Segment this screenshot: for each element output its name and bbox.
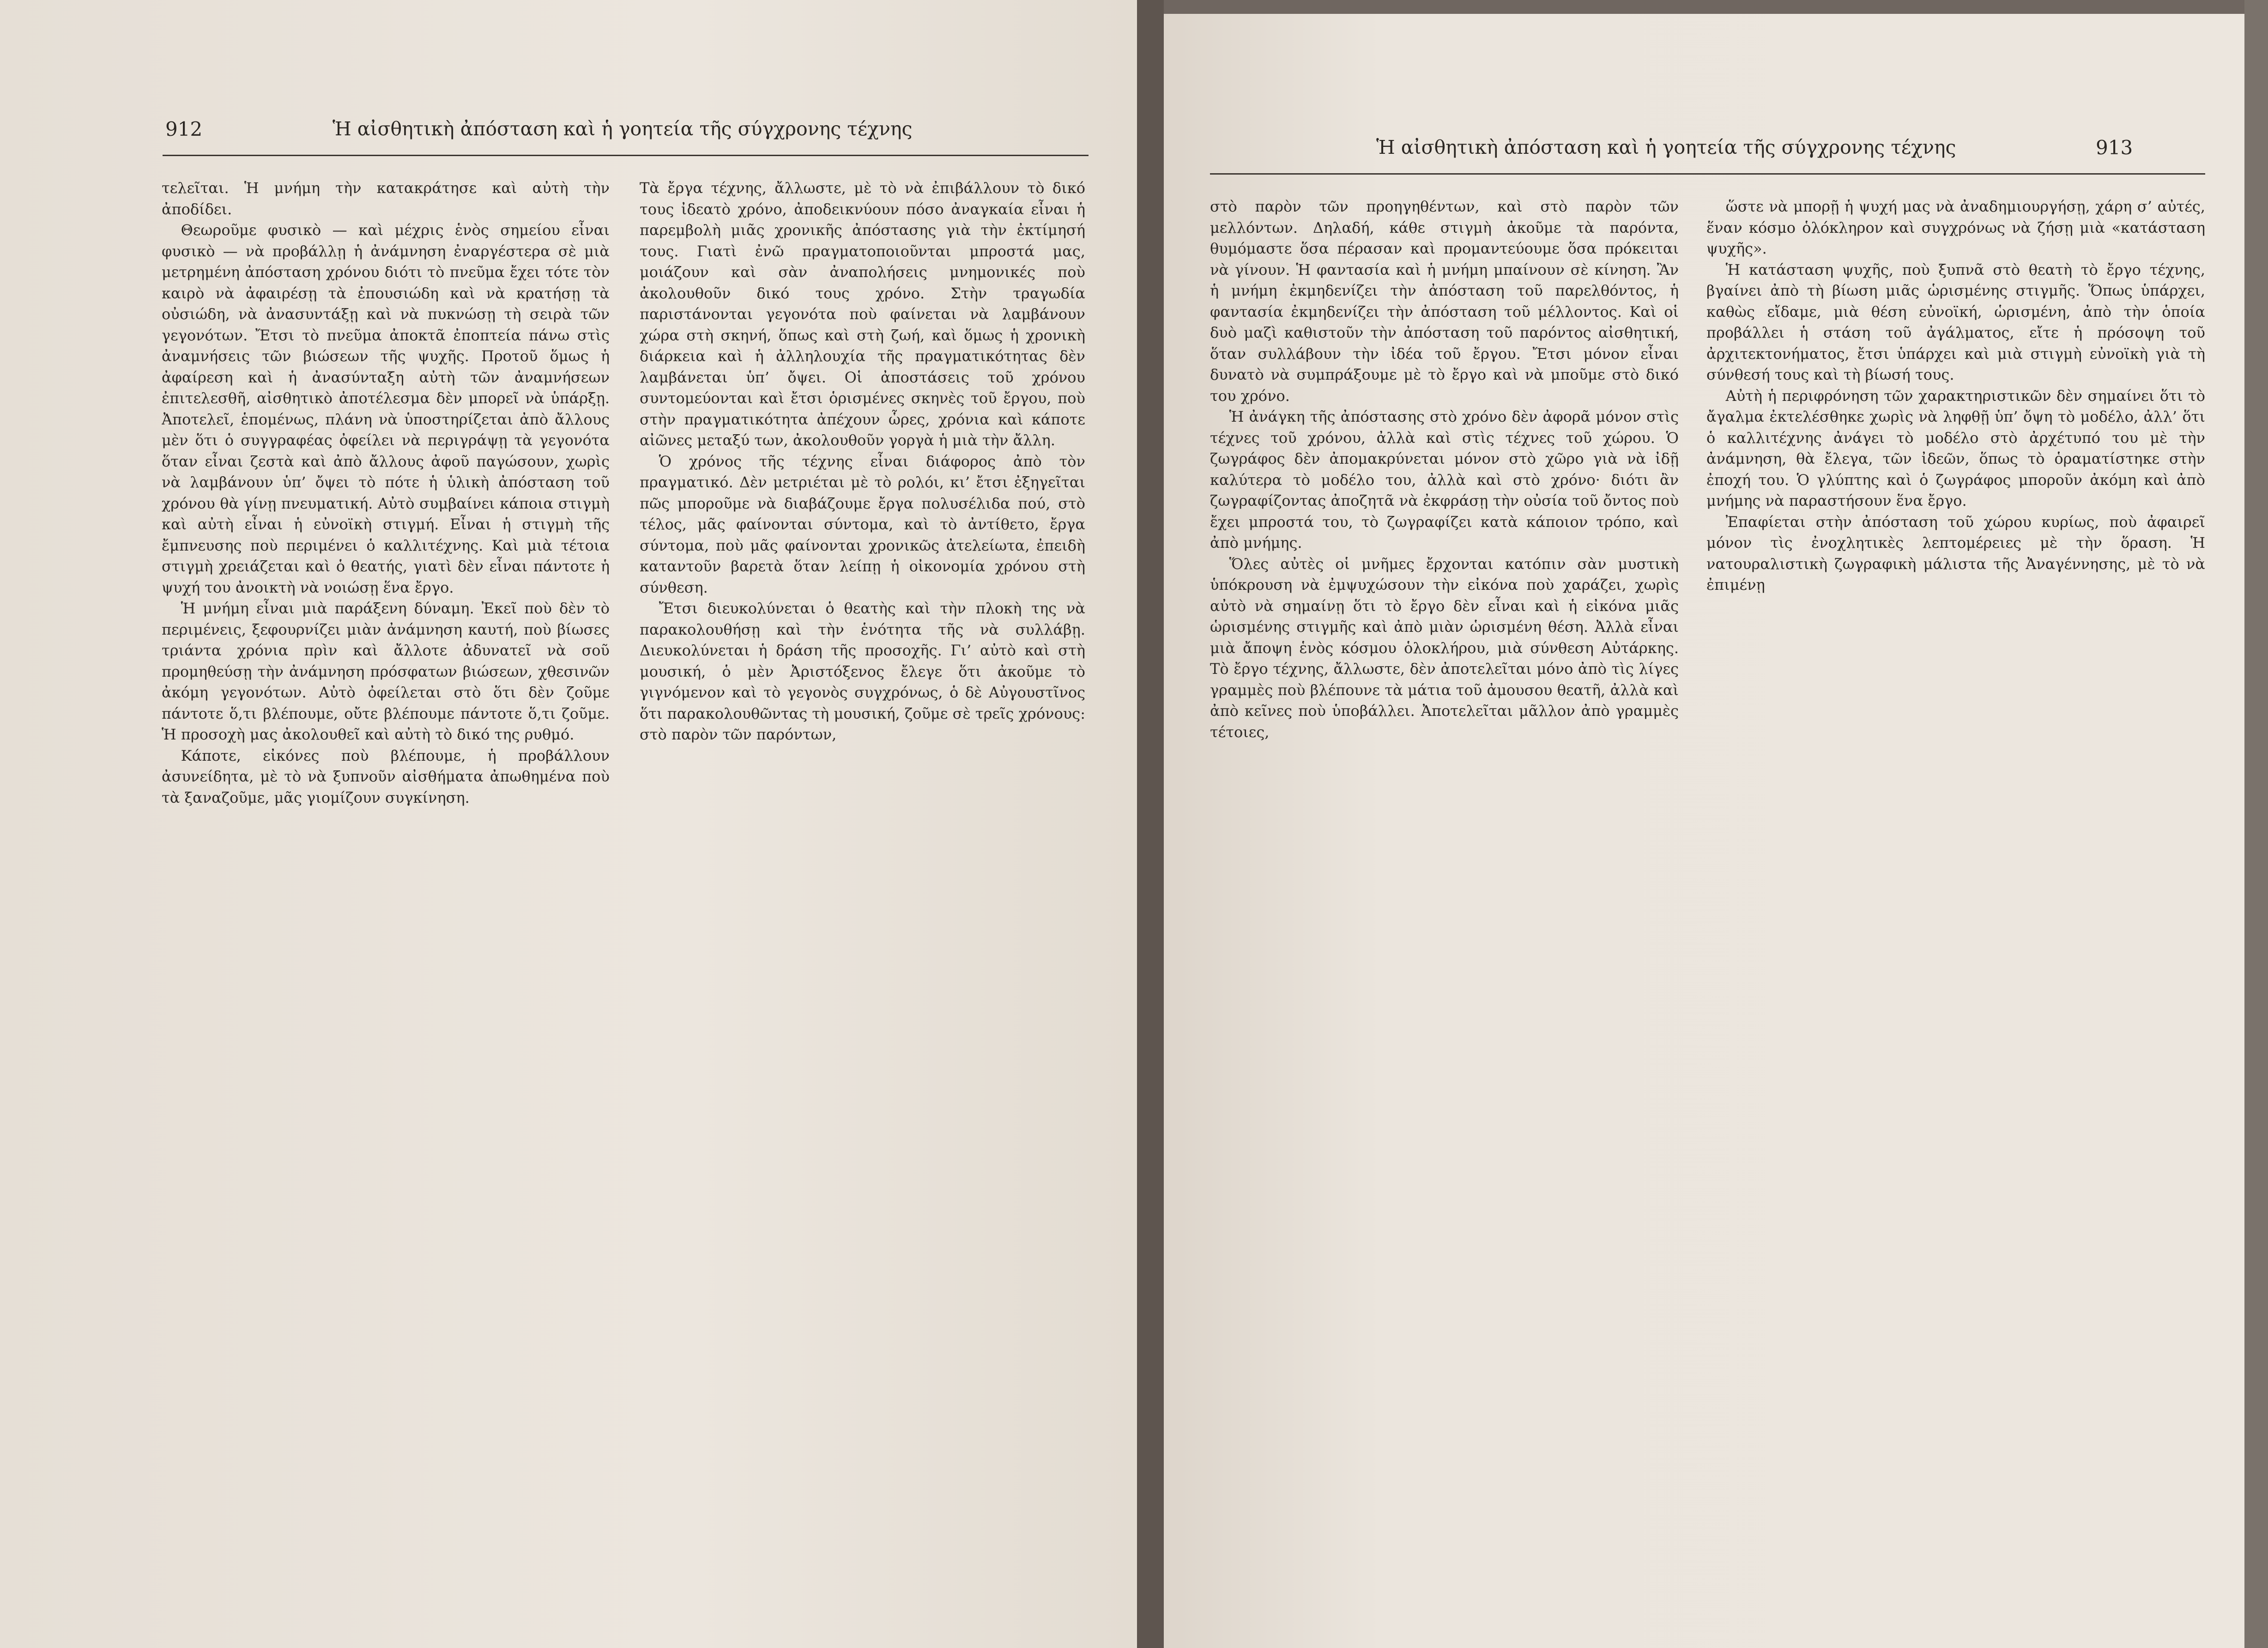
text-column-right [640,178,1085,1545]
book-gutter [1137,0,1164,1648]
header-rule [1210,173,2205,175]
right-page [1164,14,2244,1648]
paragraph: Ὁ χρόνος τῆς τέχνης εἶναι διάφορος ἀπὸ τὸν πραγματικό. Δὲν μετριέται μὲ τὸ ρολόι, κι’ ἔτσι ἐξηγεῖται πῶς μποροῦμε νὰ διαβάζουμε ἔργα πολυσέλιδα πού, στὸ τέλος, μᾶς φαίνονται σύντομα, καὶ τὸ ἀντίθετο, ἔργα σύντομα, ποὺ μᾶς φαίνονται χρονικῶς ἀτελείωτα, ἐπειδὴ καταντοῦν βαρετὰ ὅταν λείπῃ ἡ οἰκονομία χρόνου στὴ σύνθεση. [640,452,1085,596]
text-column-left [1210,196,1679,1540]
paragraph: Ἡ μνήμη εἶναι μιὰ παράξενη δύναμη. Ἐκεῖ ποὺ δὲν τὸ περιμένεις, ξεφουρνίζει μιὰν ἀνάμνηση καυτή, ποὺ βίωσες τριάντα χρόνια πρὶν καὶ ἄλλοτε ἀδυνατεῖ νὰ σοῦ προμηθεύσῃ τὴν ἀνάμνηση πρόσφατων βιώσεων, χθεσινῶν ἀκόμη γεγονότων. Αὐτὸ ὀφείλεται στὸ ὅτι δὲν ζοῦμε πάντοτε ὅ,τι βλέπουμε, οὔτε βλέπουμε πάντοτε ὅ,τι ζοῦμε. Ἡ προσοχὴ μας ἀκολουθεῖ καὶ αὐτὴ τὸ δικό της ρυθμό. [162,600,610,743]
paragraph: Ἐπαφίεται στὴν ἀπόσταση τοῦ χώρου κυρίως, ποὺ ἀφαιρεῖ μόνον τὶς ἐνοχλητικὲς λεπτομέρειες μὲ τὴν ὅραση. Ἡ νατουραλιστικὴ ζωγραφικὴ μάλιστα τῆς Ἀναγέννησης, μὲ τὸ νὰ ἐπιμένῃ [1706,513,2205,594]
text-column-right [1706,196,2205,1540]
header-rule [163,155,1089,156]
paragraph: στὸ παρὸν τῶν προηγηθέντων, καὶ στὸ παρὸν τῶν μελλόντων. Δηλαδή, κάθε στιγμὴ ἀκοῦμε τὰ παρόντα, θυμόμαστε ὅσα πέρασαν καὶ προμαντεύουμε ὅσα πρόκειται νὰ γίνουν. Ἡ φαντασία καὶ ἡ μνήμη μπαίνουν σὲ κίνηση. Ἂν ἡ μνήμη ἐκμηδενίζει τὴν ἀπόσταση τοῦ παρελθόντος, ἡ φαντασία ἐκμηδενίζει τὴν ἀπόσταση τοῦ μέλλοντος. Καὶ οἱ δυὸ μαζὶ καθιστοῦν τὴν ἀπόσταση τοῦ παρόντος αἰσθητική, ὅταν συλλάβουν τὴν ἰδέα τοῦ ἔργου. Ἔτσι μόνον εἶναι δυνατὸ νὰ συμπράξουμε μὲ τὸ ἔργο καὶ νὰ μποῦμε στὸ δικό του χρόνο. [1210,198,1679,405]
page-number: 912 [165,118,203,140]
paragraph: Αὐτὴ ἡ περιφρόνηση τῶν χαρακτηριστικῶν δὲν σημαίνει ὅτι τὸ ἄγαλμα ἐκτελέσθηκε χωρὶς νὰ ληφθῇ ὑπ’ ὄψη τὸ μοδέλο, ἀλλ’ ὅτι ὁ καλλιτέχνης ἀνάγει τὸ μοδέλο στὸ ἀρχέτυπό του μὲ τὴν ἀνάμνηση, θὰ ἔλεγα, τῶν ἰδεῶν, ὅπως τὸ ὁραματίστηκε στὴν ἐποχή του. Ὁ γλύπτης καὶ ὁ ζωγράφος μποροῦν ἀκόμη καὶ ἀπὸ μνήμης νὰ παραστήσουν ἕνα ἔργο. [1706,387,2205,509]
paragraph: τελεῖται. Ἡ μνήμη τὴν κατακράτησε καὶ αὐτὴ τὴν ἀποδίδει. [162,179,610,218]
paragraph: Ὅλες αὐτὲς οἱ μνῆμες ἔρχονται κατόπιν σὰν μυστικὴ ὑπόκρουση νὰ ἐμψυχώσουν τὴν εἰκόνα ποὺ χαράζει, χωρὶς αὐτὸ νὰ σημαίνῃ ὅτι τὸ ἔργο δὲν εἶναι καὶ ἡ εἰκόνα μιᾶς ὡρισμένης στιγμῆς καὶ ἀπὸ μιὰν ὡρισμένη θέση. Ἀλλὰ εἶναι μιὰ ἄποψη ἑνὸς κόσμου ὁλοκλήρου, μιὰ σύνθεση Αὐτάρκης. Τὸ ἔργο τέχνης, ἄλλωστε, δὲν ἀποτελεῖται μόνο ἀπὸ τὶς λίγες γραμμὲς ποὺ βλέπουνε τὰ μάτια τοῦ ἀμουσου θεατῆ, ἀλλὰ καὶ ἀπὸ κεῖνες ποὺ ὑποβάλλει. Ἀποτελεῖται μᾶλλον ἀπὸ γραμμὲς τέτοιες, [1210,555,1679,741]
paragraph: ὥστε νὰ μπορῇ ἡ ψυχή μας νὰ ἀναδημιουργήσῃ, χάρη σ’ αὐτές, ἕναν κόσμο ὁλόκληρον καὶ συγχρόνως νὰ ζήσῃ μιὰ «κατάσταση ψυχῆς». [1706,198,2205,257]
scan-edge [2244,0,2268,1648]
page-number: 913 [2096,136,2133,159]
paragraph: Θεωροῦμε φυσικὸ — καὶ μέχρις ἑνὸς σημείου εἶναι φυσικὸ — νὰ προβάλλῃ ἡ ἀνάμνηση ἐναργέστερα σὲ μιὰ μετρημένη ἀπόσταση χρόνου διότι τὸ πνεῦμα ἔχει τότε τὸν καιρὸ νὰ ἀφαιρέσῃ τὰ ἐπουσιώδη καὶ νὰ κρατήσῃ τὰ οὐσιώδη, νὰ ἀνασυντάξῃ καὶ νὰ πυκνώσῃ τὴ σειρὰ τῶν γεγονότων. Ἔτσι τὸ πνεῦμα ἀποκτᾶ ἐποπτεία πάνω στὶς ἀναμνήσεις τῶν βιώσεων τῆς ψυχῆς. Προτοῦ ὅμως ἡ ἀφαίρεση καὶ ἡ ἀνασύνταξη αὐτὴ τῶν ἀναμνήσεων ἐπιτελεσθῆ, αἰσθητικὸ ἀποτέλεσμα δὲν μπορεῖ νὰ ὑπάρξῃ. Ἀποτελεῖ, ἑπομένως, πλάνη νὰ ὑποστηρίζεται ἀπὸ ἄλλους μὲν ὅτι ὁ συγγραφέας ὀφείλει νὰ περιγράψῃ τὰ γεγονότα ὅταν εἶναι ζεστὰ καὶ ἀπὸ ἄλλους ἀφοῦ παγώσουν, χωρὶς νὰ λαμβάνουν ὑπ’ ὄψει τὸ πότε ἡ ὑλικὴ ἀπόσταση τοῦ χρόνου θὰ γίνῃ πνευματική. Αὐτὸ συμβαίνει κάποια στιγμὴ καὶ αὐτὴ εἶναι ἡ εὐνοϊκὴ στιγμή. Εἶναι ἡ στιγμὴ τῆς ἔμπνευσης ποὺ περιμένει ὁ καλλιτέχνης. Καὶ μιὰ τέτοια στιγμὴ χρειάζεται καὶ ὁ θεατής, γιατὶ δὲν εἶναι πάντοτε ἡ ψυχή του ἀνοικτὴ νὰ νοιώσῃ ἕνα ἔργο. [162,221,610,596]
running-head: Ἡ αἰσθητικὴ ἀπόσταση καὶ ἡ γοητεία τῆς σύγχρονης τέχνης [333,118,913,140]
running-head: Ἡ αἰσθητικὴ ἀπόσταση καὶ ἡ γοητεία τῆς σύγχρονης τέχνης [1376,136,1956,158]
paragraph: Ἡ ἀνάγκη τῆς ἀπόστασης στὸ χρόνο δὲν ἀφορᾶ μόνον στὶς τέχνες τοῦ χρόνου, ἀλλὰ καὶ στὶς τέχνες τοῦ χώρου. Ὁ ζωγράφος δὲν ἀπομακρύνεται μόνον στὸ χῶρο γιὰ νὰ ἰδῇ καλύτερα τὸ μοδέλο του, ἀλλὰ καὶ στὸ χρόνο· διότι ἂν ζωγραφίζοντας ἀποζητᾶ νὰ ἐκφράσῃ τὴν οὐσία τοῦ ὄντος ποὺ ἔχει μπροστά του, τὸ ζωγραφίζει κατὰ κάποιον τρόπο, καὶ ἀπὸ μνήμης. [1210,408,1679,551]
paragraph: Τὰ ἔργα τέχνης, ἄλλωστε, μὲ τὸ νὰ ἐπιβάλλουν τὸ δικό τους ἰδεατὸ χρόνο, ἀποδεικνύουν πόσο ἀναγκαία εἶναι ἡ παρεμβολὴ μιᾶς χρονικῆς ἀπόστασης γιὰ τὴν ἐκτίμησή τους. Γιατὶ ἐνῶ πραγματοποιοῦνται μπροστά μας, μοιάζουν καὶ σὰν ἀναπολήσεις μνημονικές ποὺ ἀκολουθοῦν δικό τους χρόνο. Στὴν τραγωδία παριστάνονται γεγονότα ποὺ φαίνεται νὰ λαμβάνουν χώρα στὴ σκηνή, ὅπως καὶ στὴ ζωή, καὶ ὅμως ἡ χρονικὴ διάρκεια καὶ ἡ ἀλληλουχία τῆς πραγματικότητας δὲν λαμβάνεται ὑπ’ ὄψει. Οἱ ἀποστάσεις τοῦ χρόνου συντομεύονται καὶ ἔτσι ὁρισμένες σκηνὲς τοῦ ἔργου, ποὺ στὴν πραγματικότητα ἀπέχουν ὧρες, χρόνια καὶ κάποτε αἰῶνες μεταξύ των, ἀκολουθοῦν γοργὰ ἡ μιὰ τὴν ἄλλη. [640,179,1085,449]
text-column-left [162,178,610,1545]
paragraph: Ἔτσι διευκολύνεται ὁ θεατὴς καὶ τὴν πλοκὴ της νὰ παρακολουθήσῃ καὶ τὴν ἑνότητα τῆς νὰ συλλάβῃ. Διευκολύνεται ἡ δράση τῆς προσοχῆς. Γι’ αὐτὸ καὶ στὴ μουσική, ὁ μὲν Ἀριστόξενος ἔλεγε ὅτι ἀκοῦμε τὸ γιγνόμενον καὶ τὸ γεγονὸς συγχρόνως, ὁ δὲ Αὐγουστῖνος ὅτι παρακολουθῶντας τὴ μουσική, ζοῦμε σὲ τρεῖς χρόνους: στὸ παρὸν τῶν παρόντων, [640,600,1085,743]
paragraph: Κάποτε, εἰκόνες ποὺ βλέπουμε, ἡ προβάλλουν ἀσυνείδητα, μὲ τὸ νὰ ξυπνοῦν αἰσθήματα ἀπωθημένα ποὺ τὰ ξαναζοῦμε, μᾶς γιομίζουν συγκίνηση. [162,746,610,806]
paragraph: Ἡ κατάσταση ψυχῆς, ποὺ ξυπνᾶ στὸ θεατὴ τὸ ἔργο τέχνης, βγαίνει ἀπὸ τὴ βίωση μιᾶς ὡρισμένης στιγμῆς. Ὅπως ὑπάρχει, καθὼς εἴδαμε, μιὰ θέση εὐνοϊκή, ὡρισμένη, ἀπὸ τὴν ὁποία προβάλλει ἡ στάση τοῦ ἀγάλματος, εἴτε ἡ πρόσοψη τοῦ ἀρχιτεκτονήματος, ἔτσι ὑπάρχει καὶ μιὰ στιγμὴ εὐνοϊκὴ γιὰ τὴ σύνθεσή τους καὶ τὴ βίωσή τους. [1706,261,2205,383]
